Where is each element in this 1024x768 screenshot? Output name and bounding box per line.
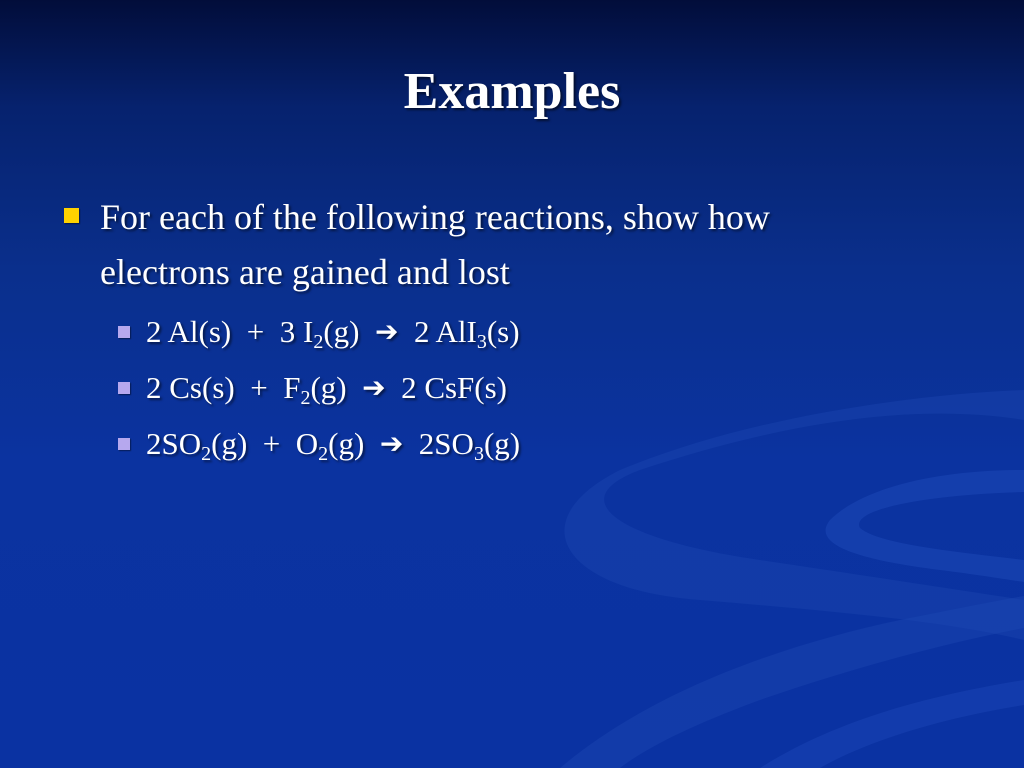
sub-bullet-square-icon [118, 326, 130, 338]
reactant-o2: $O_2(g)$ [295, 426, 365, 465]
reaction-equation-3 [146, 416, 520, 472]
reactant-i2: 3 $I_2(g)$ [279, 314, 360, 353]
bullet-square-icon [64, 208, 79, 223]
reaction-item-1 [0, 304, 1024, 360]
reaction-item-3 [0, 416, 1024, 472]
plus-sign: + [246, 314, 265, 349]
sub-bullet-square-icon [118, 382, 130, 394]
reaction-equation-2 [146, 360, 507, 416]
main-bullet-line-1: For each of the following reactions, show how [100, 197, 770, 237]
reactant-so2: $2SO_2(g)$ [146, 426, 248, 465]
reaction-arrow-icon: ➔ [374, 315, 399, 348]
plus-sign: + [262, 426, 281, 461]
reactant-al: 2 Al(s) [146, 314, 232, 349]
slide-title: Examples [403, 63, 621, 120]
main-bullet-line-2: electrons are gained and lost [100, 252, 510, 292]
reactant-cs: 2 Cs(s) [146, 370, 235, 405]
product-csf: 2 CsF(s) [401, 370, 508, 405]
sub-bullet-square-icon [118, 438, 130, 450]
main-bullet-text [100, 190, 980, 300]
product-so3: $2SO_3(g)$ [418, 426, 521, 465]
reaction-equation-1 [146, 304, 520, 360]
product-ali3: 2 AlI$_3$(s) [413, 314, 520, 353]
plus-sign: + [250, 370, 268, 405]
reaction-item-2 [0, 360, 1024, 416]
reaction-arrow-icon: ➔ [362, 371, 386, 404]
reactant-f2: $F_2(g)$ [283, 370, 347, 409]
reaction-arrow-icon: ➔ [379, 427, 404, 460]
